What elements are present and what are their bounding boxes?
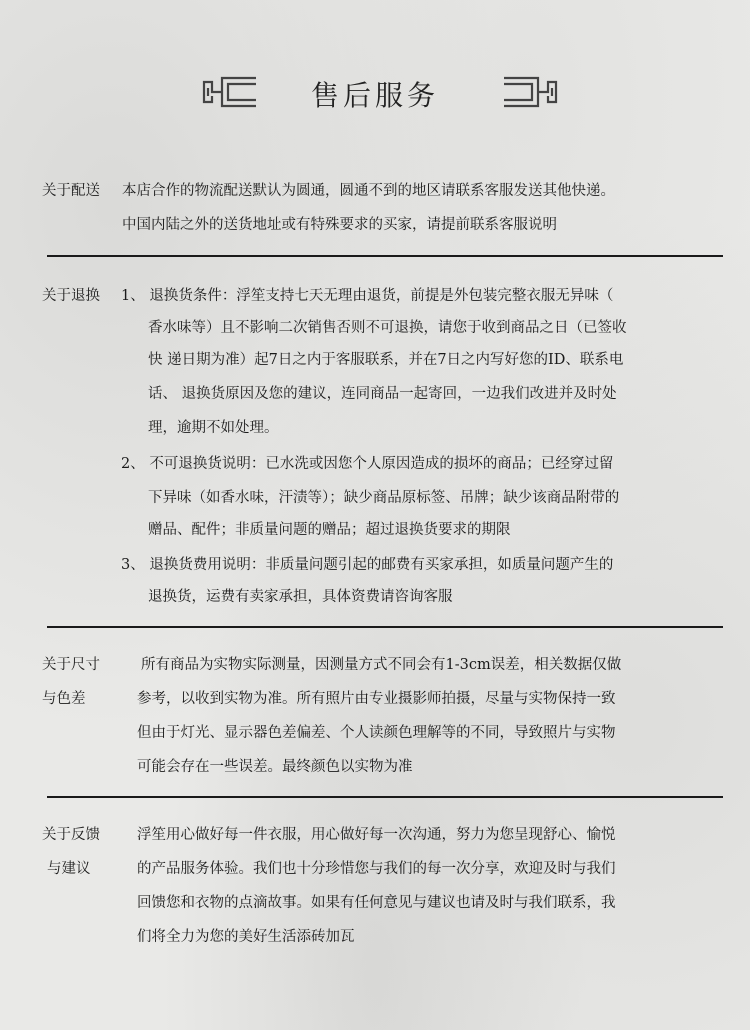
feedback-label: 关于反馈 — [42, 827, 100, 843]
returns-line: 3、 退换货费用说明：非质量问题引起的邮费有买家承担，如质量问题产生的 — [121, 557, 614, 573]
divider — [47, 255, 723, 257]
returns-line: 下异味（如香水味，汗渍等）；缺少商品原标签、吊牌；缺少该商品附带的 — [148, 490, 620, 506]
returns-line: 快 递日期为准）起7日之内于客服联系，并在7日之内写好您的ID、联系电 — [148, 352, 624, 368]
divider — [47, 796, 723, 798]
feedback-line: 们将全力为您的美好生活添砖加瓦 — [137, 929, 355, 945]
feedback-line: 回馈您和衣物的点滴故事。如果有任何意见与建议也请及时与我们联系，我 — [137, 895, 616, 911]
size-label: 与色差 — [42, 691, 86, 707]
header — [0, 70, 750, 116]
returns-line: 香水味等）且不影响二次销售否则不可退换，请您于收到商品之日（已签收 — [148, 320, 627, 336]
returns-line: 退换货，运费有卖家承担，具体资费请咨询客服 — [148, 589, 453, 605]
feedback-line: 浮笙用心做好每一件衣服，用心做好每一次沟通，努力为您呈现舒心、愉悦 — [137, 827, 616, 843]
feedback-label: 与建议 — [47, 861, 91, 877]
returns-line: 赠品、配件；非质量问题的赠品；超过退换货要求的期限 — [148, 522, 511, 538]
returns-line: 理，逾期不如处理。 — [148, 420, 279, 436]
returns-line: 2、 不可退换货说明：已水洗或因您个人原因造成的损坏的商品；已经穿过留 — [121, 456, 614, 472]
shipping-line: 中国内陆之外的送货地址或有特殊要求的买家，请提前联系客服说明 — [122, 217, 557, 233]
page-title: 售后服务 — [310, 79, 439, 112]
returns-line: 话、 退换货原因及您的建议，连同商品一起寄回，一边我们改进并及时处 — [148, 386, 617, 402]
fret-ornament-right-icon — [502, 72, 560, 112]
shipping-line: 本店合作的物流配送默认为圆通，圆通不到的地区请联系客服发送其他快递。 — [122, 183, 615, 199]
returns-label: 关于退换 — [42, 288, 100, 304]
size-line: 但由于灯光、显示器色差偏差、个人读颜色理解等的不同，导致照片与实物 — [137, 725, 616, 741]
size-line: 可能会存在一些误差。最终颜色以实物为准 — [137, 759, 413, 775]
size-line: 所有商品为实物实际测量，因测量方式不同会有1-3cm误差，相关数据仅做 — [141, 657, 622, 673]
returns-line: 1、 退换货条件：浮笙支持七天无理由退货，前提是外包装完整衣服无异味（ — [121, 288, 614, 304]
shipping-label: 关于配送 — [42, 183, 100, 199]
size-line: 参考，以收到实物为准。所有照片由专业摄影师拍摄，尽量与实物保持一致 — [137, 691, 616, 707]
feedback-line: 的产品服务体验。我们也十分珍惜您与我们的每一次分享，欢迎及时与我们 — [137, 861, 616, 877]
divider — [47, 626, 723, 628]
size-label: 关于尺寸 — [42, 657, 100, 673]
